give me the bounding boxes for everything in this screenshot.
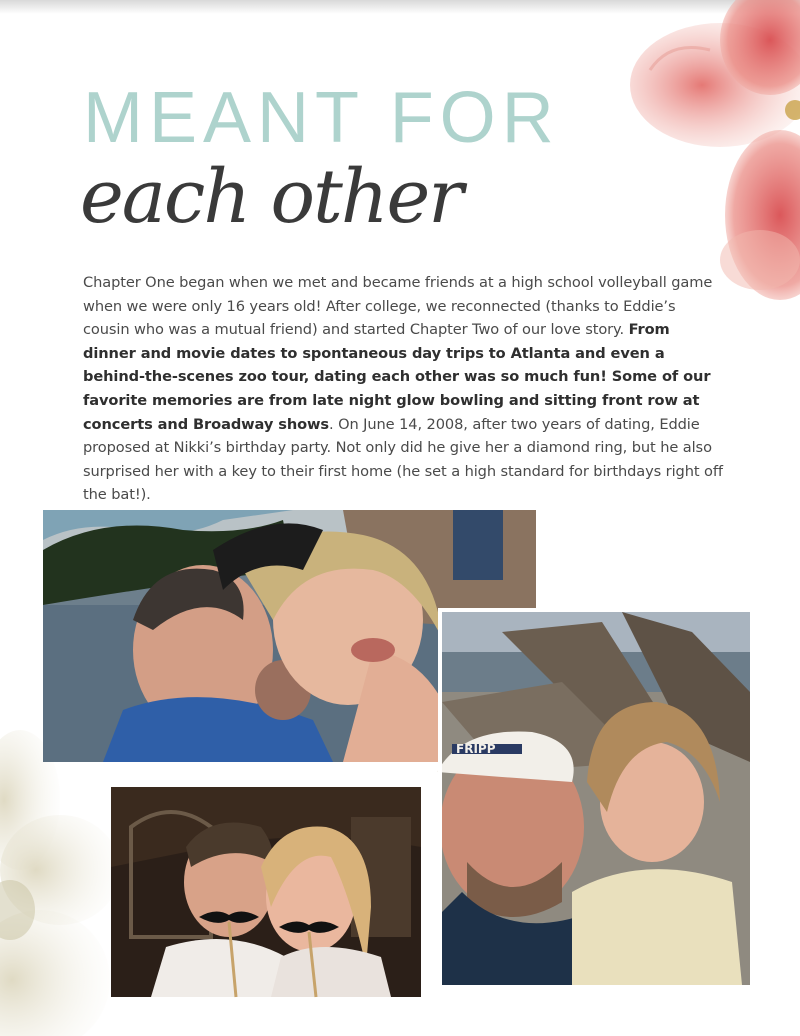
photo-driftwood-selfie	[442, 612, 750, 985]
script-subtitle-text: each other	[80, 154, 462, 240]
cap-logo-text: FRIPP	[456, 742, 496, 756]
story-text-part1: Chapter One began when we met and became friends at a high school volleyball game when we were only 16 years old! After college, we reconnected (thanks to Eddie’s cousin who was a mutual friend) and started Chapter Two of our love story.	[83, 274, 713, 339]
photo-mustache-props	[111, 787, 421, 997]
story-text-part2: . On June 14, 2008, after two years of dating, Eddie proposed at Nikki’s birthday party. Not only did he give her a diamond ring, but he also surprised her with a key to their first home (he set a high standard for birthdays right off the bat!).	[83, 415, 723, 504]
script-subtitle	[80, 150, 462, 250]
story-text-bold: From dinner and movie dates to spontaneous day trips to Atlanta and even a behind-the-scenes zoo tour, dating each other was so much fun! Some of our favorite memories are from late night glow bowling and sitting front row at concerts and Broadway shows	[83, 321, 711, 433]
watercolor-flower-bottom-left	[0, 740, 120, 1036]
watercolor-flower-top-right	[610, 0, 800, 300]
story-paragraph	[83, 271, 723, 507]
page-title: MEANT FOR	[83, 78, 560, 158]
